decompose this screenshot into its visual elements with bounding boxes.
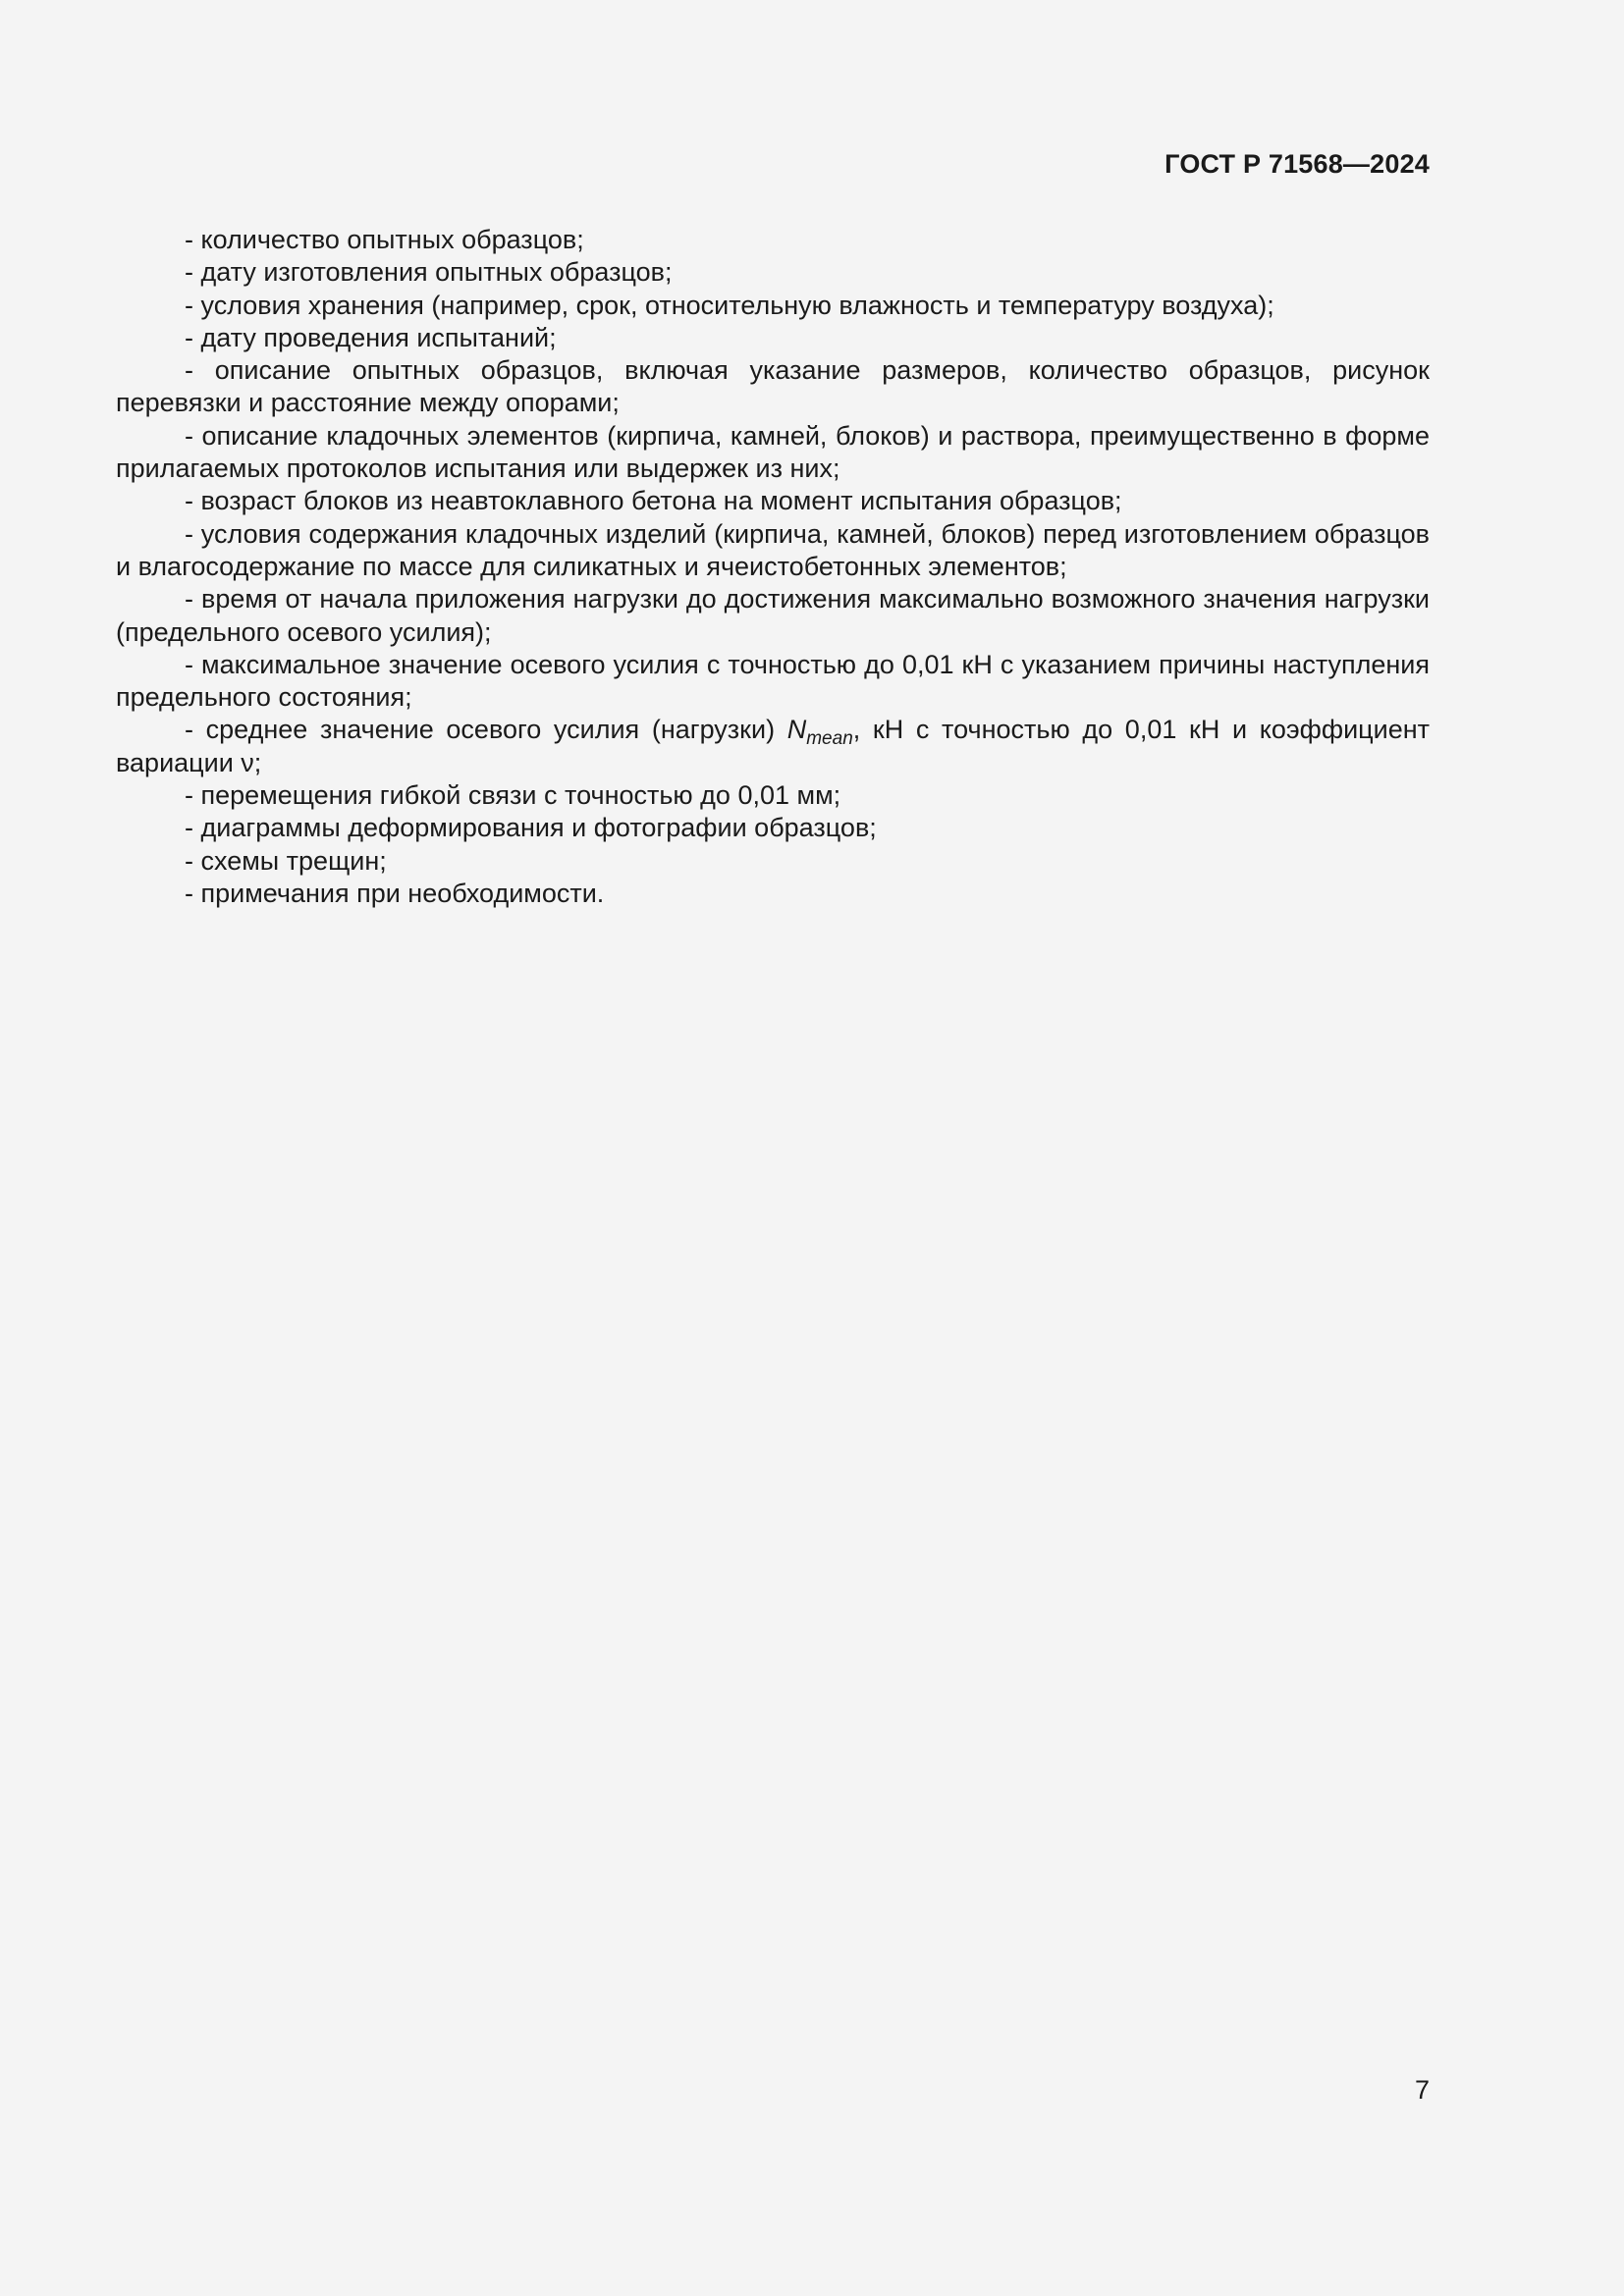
list-item: - возраст блоков из неавтоклавного бетона на момент испытания образцов;	[185, 486, 1122, 516]
mean-symbol: N	[786, 715, 807, 745]
mean-item-prefix: - среднее значение осевого усилия (нагрузки)	[185, 715, 787, 745]
list-item: - максимальное значение осевого усилия с точностью до 0,01 кН с указанием причины наступления предельного состояния;	[116, 649, 1430, 713]
list-item: - перемещения гибкой связи с точностью до 0,01 мм;	[185, 780, 841, 811]
list-item: - условия хранения (например, срок, относительную влажность и температуру воздуха);	[185, 290, 1274, 320]
list-item: - диаграммы деформирования и фотографии образцов;	[185, 813, 877, 843]
list-item: - примечания при необходимости.	[185, 878, 605, 908]
document-header: ГОСТ Р 71568—2024	[1164, 149, 1430, 179]
list-item: - дату проведения испытаний;	[185, 322, 557, 352]
list-item: - описание опытных образцов, включая указание размеров, количество образцов, рисунок перевязки и расстояние между опорами;	[116, 355, 1430, 418]
list-item: - дату изготовления опытных образцов;	[185, 257, 673, 288]
list-item: - количество опытных образцов;	[185, 225, 584, 254]
mean-item-suffix: , кН с точностью до 0,01 кН и коэффициент вариации ν;	[116, 715, 1430, 777]
list-item: - время от начала приложения нагрузки до достижения максимально возможного значения нагрузки (предельного осевого усилия);	[116, 584, 1430, 647]
list-item: - описание кладочных элементов (кирпича, камней, блоков) и раствора, преимущественно в форме прилагаемых протоколов испытания или выдержек из них;	[116, 420, 1430, 484]
list-item: - условия содержания кладочных изделий (кирпича, камней, блоков) перед изготовлением образцов и влагосодержание по массе для силикатных и ячеистобетонных элементов;	[116, 518, 1430, 581]
list-item: - схемы трещин;	[185, 845, 387, 876]
list-item-mean-force	[116, 714, 1430, 779]
mean-subscript: mean	[806, 728, 853, 750]
page-number: 7	[1414, 2075, 1430, 2105]
report-contents-list	[116, 224, 1430, 910]
